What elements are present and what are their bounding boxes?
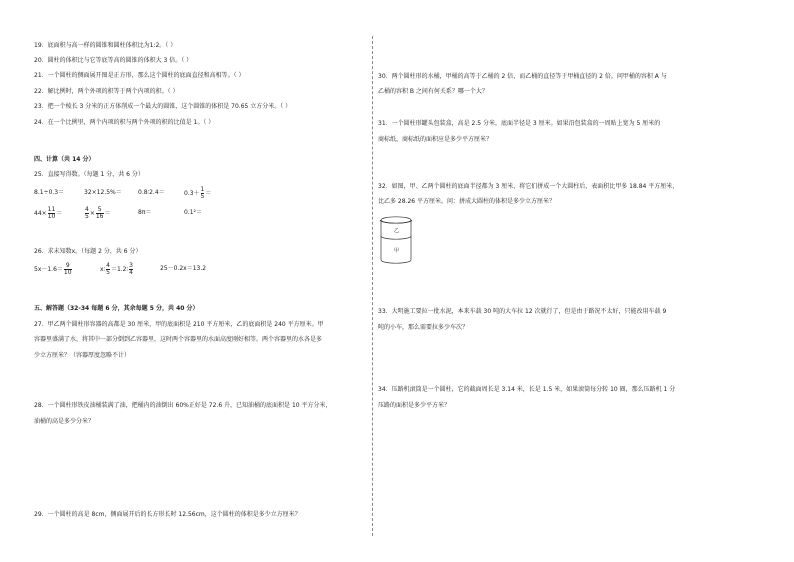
calc-item: 44× $\frac{11}{10}$ ＝ (34, 205, 63, 220)
equation-3: 25－0.2x＝13.2 (160, 265, 207, 272)
question-34-line-2: 压路的面积是多少平方米？ (378, 402, 451, 409)
question-29: 29．一个圆柱的高是 8cm，侧面展开后的长方形长时 12.56cm，这个圆柱的体积是多少立方厘米？ (34, 511, 301, 518)
section-4-heading: 四、计算（共 14 分） (34, 156, 95, 163)
question-30-line-2: 乙桶的容积 B 之间有何关系？哪一个大？ (378, 88, 488, 95)
question-32-line-2: 比乙多 28.26 平方厘米。问：拼成大圆柱的体积是多少立方厘米？ (378, 198, 555, 205)
middle-seam (381, 236, 411, 239)
question-31-line-2: 商标纸，商标纸的面积应是多少平方厘米？ (378, 136, 493, 143)
column-divider (372, 36, 373, 536)
question-27-line-1: 27．甲乙两个圆柱形容器的高都是 30 厘米，甲的底面积是 210 平方厘米，乙的底面积是 240 平方厘米。甲 (34, 321, 324, 328)
equation-1: 5x－1.6＝ $\frac{9}{10}$ (34, 261, 72, 276)
label-jia: 甲 (394, 248, 400, 254)
calc-row-2 (34, 206, 202, 220)
label-yi: 乙 (394, 228, 400, 234)
calc-item: 0.8∶2.4＝ (138, 189, 165, 196)
calc-row-1 (34, 186, 211, 200)
question-34-line-1: 34．压路机滚筒是一个圆柱，它的截面周长是 3.14 米，长是 1.5 米，如果滚筒每分转 10 圈，那么压路机 1 分 (378, 386, 676, 393)
question-33-line-1: 33．大明施工要拉一批水泥，本来车载 30 吨的大车拉 12 次就行了，但是由于路况不太好，只能改用车载 9 (378, 308, 667, 315)
calc-item: 8.1÷0.3＝ (34, 189, 65, 196)
question-32-line-1: 32．如图，甲、乙两个圆柱的底面半径都为 3 厘米，将它们拼成一个大圆柱后，表面积比甲多 18.84 平方厘米， (378, 183, 679, 190)
question-33-line-2: 吨的小车，那么需要拉多少车次？ (378, 324, 469, 331)
question-20: 20．圆柱的体积比与它等底等高的圆锥的体积大 3 倍。（ ） (34, 57, 193, 64)
question-19: 19．底面积与高一样的圆锥和圆柱体积比为1:2。（ ） (34, 42, 177, 49)
stacked-cylinders-figure (378, 215, 414, 265)
question-28-line-1: 28．一个圆柱形铁皮油桶装满了油，把桶内的油倒出 60%正好是 72.6 升，已知油桶的底面积是 10 平方分米， (34, 402, 332, 409)
question-26: 26．求未知数x。（每题 2 分，共 6 分） (34, 248, 142, 255)
question-30-line-1: 30．两个圆柱形的水桶，甲桶的高等于乙桶的 2 倍，而乙桶的直径等于甲桶直径的 2 倍。问甲桶的容积 A 与 (378, 73, 667, 80)
calc-item: 0.3＋ $\frac{1}{5}$ ＝ (184, 185, 212, 200)
question-22: 22．解比例时，两个外项的积等于两个内项的积。（ ） (34, 88, 179, 95)
question-27-line-2: 容器里盛满了水，将其中一部分倒到乙容器里，这时两个容器里的水面高度刚好相等。两个容器里的水各是多 (34, 336, 323, 343)
question-28-line-2: 油桶的高是多少分米？ (34, 418, 95, 425)
question-24: 24．在一个比例里，两个内项的积与两个外项的积的比值是 1。（ ） (34, 119, 215, 126)
calc-item: $\frac{4}{5}$ × $\frac{5}{16}$ ＝ (85, 205, 111, 220)
calc-item: 0.1²＝ (184, 209, 202, 216)
calc-item: 8π＝ (138, 209, 152, 216)
front-rim (380, 220, 412, 223)
question-21: 21．一个圆柱的侧面展开图是正方形，那么这个圆柱的底面直径和高相等。（ ） (34, 72, 245, 79)
question-25: 25．直接写得数。（每题 1 分，共 6 分） (34, 171, 144, 178)
equation-row (34, 262, 206, 276)
question-31-line-1: 31．一个圆柱形罐头包装盒，高是 2.5 分米，底面半径是 3 厘米。如果沿包装盒的一周贴上宽为 5 厘米的 (378, 120, 661, 127)
bottom-rim (381, 260, 411, 263)
question-23: 23．把一个棱长 3 分米的正方体削成一个最大的圆锥，这个圆锥的体积是 70.65 立方分米。（ ） (34, 103, 292, 110)
calc-item: 32×12.5%＝ (84, 189, 122, 196)
question-27-line-3: 少立方厘米？（容器厚度忽略不计） (34, 352, 131, 359)
equation-2: x∶ $\frac{4}{5}$ ＝1.2∶ $\frac{3}{4}$ (100, 261, 133, 276)
section-5-heading: 五、解答题（32-34 每题 6 分，其余每题 5 分，共 40 分） (34, 305, 199, 312)
